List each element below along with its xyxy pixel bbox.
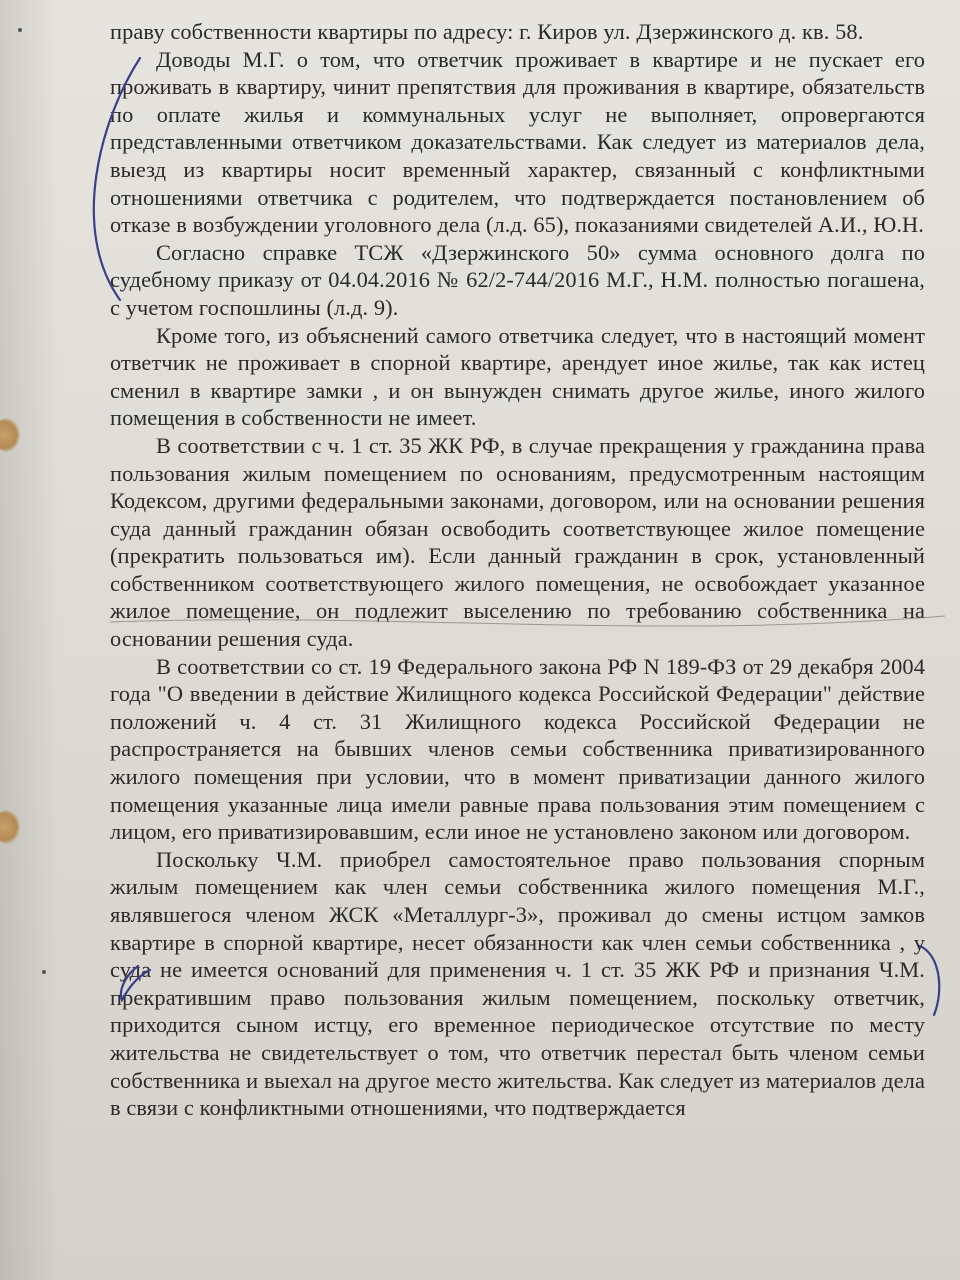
paragraph: Доводы М.Г. о том, что ответчик проживает в квартире и не пускает его проживать в квартиру, чинит препятствия для проживания в квартире, обязательств по оплате жилья и коммунальных услуг не выполняет, опровергаются представленными ответчиком доказательствами. Как следует из материалов дела, выезд из квартиры носит временный характер, связанный с конфликтными отношениями ответчика с родителем, что подтверждается постановлением об отказе в возбуждении уголовного дела (л.д. 65), показаниями свидетелей А.И., Ю.Н. (110, 46, 925, 238)
paragraph: В соответствии со ст. 19 Федерального закона РФ N 189-ФЗ от 29 декабря 2004 года "О введении в действие Жилищного кодекса Российской Федерации" действие положений ч. 4 ст. 31 Жилищного кодекса Российской Федерации не распространяется на бывших членов семьи собственника приватизированного жилого помещения при условии, что в момент приватизации данного жилого помещения указанные лица имели равные права пользования этим помещением с лицом, его приватизировавшим, если иное не установлено законом или договором. (110, 653, 925, 845)
pencil-dot (18, 28, 22, 32)
margin-check-mark (121, 966, 150, 1000)
paragraph: Поскольку Ч.М. приобрел самостоятельное право пользования спорным жилым помещением как член семьи собственника жилого помещения М.Г., являвшегося членом ЖСК «Металлург-3», проживал до смены истцом замков квартире в спорной квартире, несет обязанности как член семьи собственника , у суда не имеется оснований для применения ч. 1 ст. 35 ЖК РФ и признания Ч.М. прекратившим право пользования жилым помещением, поскольку ответчик, приходится сыном истцу, его временное периодическое отсутствие по месту жительства не свидетельствует о том, что ответчик перестал быть членом семьи собственника и выехал на другое место жительства. Как следует из материалов дела в связи с конфликтными отношениями, что подтверждается (110, 846, 925, 1121)
paragraph: Согласно справке ТСЖ «Дзержинского 50» сумма основного долга по судебному приказу от 04.04.2016 № 62/2-744/2016 М.Г., Н.М. полностью погашена, с учетом госпошлины (л.д. 9). (110, 239, 925, 320)
pencil-dot (42, 970, 46, 974)
paragraph: праву собственности квартиры по адресу: г. Киров ул. Дзержинского д. кв. 58. (110, 19, 864, 44)
paragraph: Кроме того, из объяснений самого ответчика следует, что в настоящий момент ответчик не проживает в спорной квартире, арендует иное жилье, так как истец сменил в квартире замки , и он вынужден снимать другое жилье, иного жилого помещения в собственности не имеет. (110, 322, 925, 431)
underline-mark (110, 616, 945, 626)
paragraph: В соответствии с ч. 1 ст. 35 ЖК РФ, в случае прекращения у гражданина права пользования жилым помещением по основаниям, предусмотренным настоящим Кодексом, другими федеральными законами, договором, или на основании решения суда данный гражданин обязан освободить соответствующее жилое помещение (прекратить пользоваться им). Если данный гражданин в срок, установленный собственником соответствующего жилого помещения, не освобождает указанное жилое помещение, он подлежит выселению по требованию собственника на основании решения суда. (110, 432, 925, 652)
margin-bracket-mark (94, 58, 140, 300)
margin-bracket-mark (920, 946, 939, 1015)
